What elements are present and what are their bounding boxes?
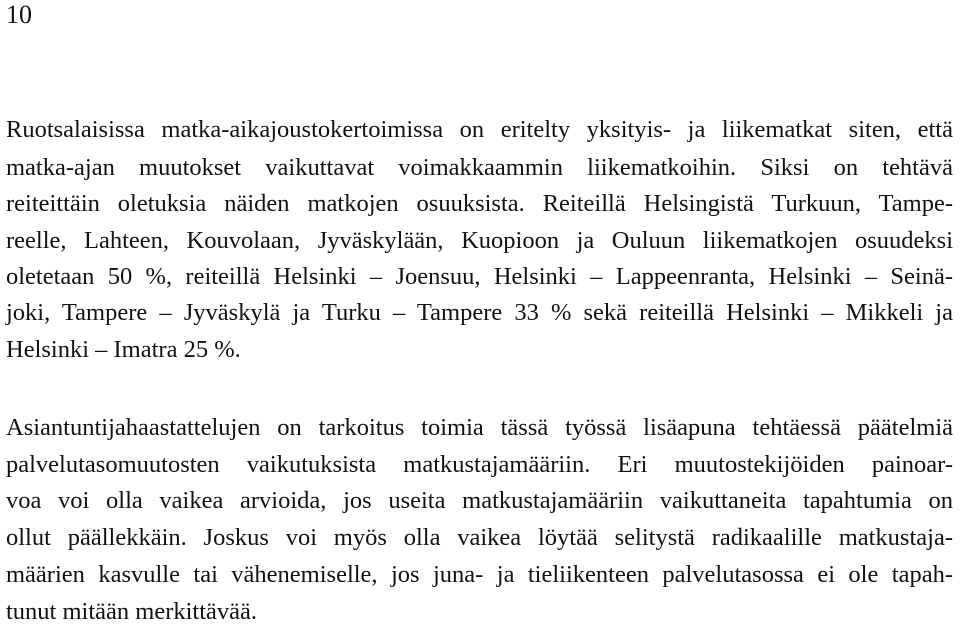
paragraph-line: palvelutasomuutosten vaikutuksista matkustajamääriin. Eri muutostekijöiden painoar- bbox=[6, 451, 953, 478]
paragraph-line: matka-ajan muutokset vaikuttavat voimakkaammin liikematkoihin. Siksi on tehtävä bbox=[6, 154, 953, 181]
paragraph-line: reelle, Lahteen, Kouvolaan, Jyväskylään, Kuopioon ja Ouluun liikematkojen osuudeksi bbox=[6, 227, 953, 254]
paragraph-line: tunut mitään merkittävää. bbox=[6, 598, 258, 625]
page-number: 10 bbox=[6, 0, 32, 29]
paragraph-line: Asiantuntijahaastattelujen on tarkoitus toimia tässä työssä lisäapuna tehtäessä päätelmiä bbox=[6, 414, 953, 441]
paragraph-line: Helsinki – Imatra 25 %. bbox=[6, 336, 241, 363]
paragraph-line: määrien kasvulle tai vähenemiselle, jos juna- ja tieliikenteen palvelutasossa ei ole tapah- bbox=[6, 561, 953, 588]
paragraph-line: ollut päällekkäin. Joskus voi myös olla vaikea löytää selitystä radikaalille matkustaja- bbox=[6, 524, 953, 551]
paragraph-line: joki, Tampere – Jyväskylä ja Turku – Tampere 33 % sekä reiteillä Helsinki – Mikkeli ja bbox=[6, 299, 953, 326]
paragraph-line: oletetaan 50 %, reiteillä Helsinki – Joensuu, Helsinki – Lappeenranta, Helsinki – Seinä- bbox=[6, 263, 953, 290]
paragraph-line: voa voi olla vaikea arvioida, jos useita matkustajamääriin vaikuttaneita tapahtumia on bbox=[6, 487, 953, 514]
paragraph-line: Ruotsalaisissa matka-aikajoustokertoimissa on eritelty yksityis- ja liikematkat siten, että bbox=[6, 116, 953, 143]
paragraph-line: reiteittäin oletuksia näiden matkojen osuuksista. Reiteillä Helsingistä Turkuun, Tampe- bbox=[6, 190, 953, 217]
